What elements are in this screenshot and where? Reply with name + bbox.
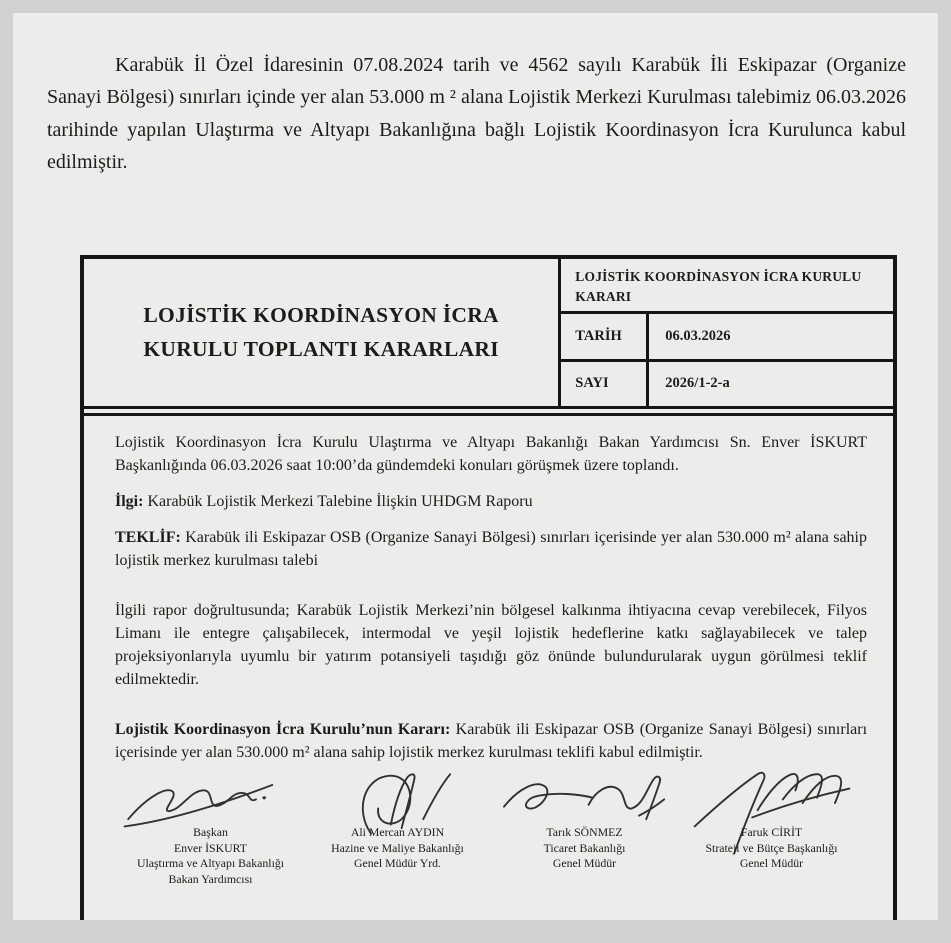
signer-name: Ali Mercan AYDIN	[350, 825, 445, 840]
signature-text	[304, 825, 491, 872]
signer-org: Ticaret Bakanlığı	[543, 840, 626, 855]
table-header-row	[84, 259, 893, 409]
signature-block-iskurt	[117, 767, 304, 887]
signer-title: Genel Müdür Yrd.	[353, 856, 442, 871]
signer-title: Genel Müdür	[739, 856, 804, 871]
signer-org: Hazine ve Maliye Bakanlığı	[331, 840, 464, 855]
teklif-label: TEKLİF:	[115, 529, 181, 547]
signer-org: Strateji ve Bütçe Başkanlığı	[705, 840, 838, 855]
document-page	[13, 13, 938, 920]
table-title: LOJİSTİK KOORDİNASYON İCRA KURULU TOPLANTI KARARLARI	[84, 259, 561, 406]
meta-label-sayi: SAYI	[561, 362, 649, 407]
ilgi-text: Karabük Lojistik Merkezi Talebine İlişkin UHDGM Raporu	[147, 493, 533, 511]
signature-row	[115, 767, 867, 887]
intro-paragraph: Karabük İl Özel İdaresinin 07.08.2024 tarih ve 4562 sayılı Karabük İli Eskipazar (Organize Sanayi Bölgesi) sınırları içinde yer alan 53.000 m ² alana Lojistik Merkezi Kurulması talebimiz 06.03.2026 tarihinde yapılan Ulaştırma ve Altyapı Bakanlığına bağlı Lojistik Koordinasyon İcra Kurulunca kabul edilmiştir.	[47, 54, 906, 174]
ilgi-label: İlgi:	[115, 493, 144, 511]
karar-label: Lojistik Koordinasyon İcra Kurulu’nun Kararı:	[115, 721, 451, 739]
signer-title: Genel Müdür	[552, 856, 617, 871]
signature-text	[117, 825, 304, 887]
teklif-paragraph	[115, 526, 867, 572]
signer-org: Ulaştırma ve Altyapı Bakanlığı	[136, 856, 285, 871]
ilgi-paragraph	[115, 490, 867, 513]
meta-label-tarih: TARİH	[561, 314, 649, 359]
signer-name: Faruk CİRİT	[740, 825, 803, 840]
meta-value-tarih: 06.03.2026	[665, 327, 731, 344]
decision-table	[80, 255, 897, 920]
signer-name: Tarık SÖNMEZ	[546, 825, 623, 840]
meta-row-tarih	[561, 314, 893, 359]
signer-title: Bakan Yardımcısı	[168, 872, 253, 887]
signature-block-aydin	[304, 767, 491, 887]
signature-text	[678, 825, 865, 872]
meta-title: LOJİSTİK KOORDİNASYON İCRA KURULU KARARI	[561, 259, 893, 314]
karar-paragraph	[115, 718, 867, 764]
teklif-text: Karabük ili Eskipazar OSB (Organize Sanayi Bölgesi) sınırları içerisinde yer alan 530.000 m² alana sahip lojistik merkez kurulması talebi	[115, 529, 867, 570]
table-meta-block	[561, 259, 893, 406]
signer-name: Enver İSKURT	[173, 840, 247, 855]
meta-value-sayi: 2026/1-2-a	[665, 375, 730, 392]
signer-role: Başkan	[193, 825, 228, 840]
opening-paragraph: Lojistik Koordinasyon İcra Kurulu Ulaştırma ve Altyapı Bakanlığı Bakan Yardımcısı Sn. Enver İSKURT Başkanlığında 06.03.2026 saat 10:00’da gündemdeki konuları görüşmek üzere toplandı.	[115, 434, 867, 475]
signature-text	[491, 825, 678, 872]
karar-text: Karabük ili Eskipazar OSB (Organize Sanayi Bölgesi) sınırları içerisinde yer alan 530.000 m² alana sahip lojistik merkez kurulması teklifi kabul edilmiştir.	[115, 721, 868, 762]
signature-block-sonmez	[491, 767, 678, 887]
assessment-paragraph: İlgili rapor doğrultusunda; Karabük Lojistik Merkezi’nin bölgesel kalkınma ihtiyacına cevap verebilecek, Filyos Limanı ile entegre çalışabilecek, intermodal ve yeşil lojistik hedeflerine katkı sağlayabilecek ve talep projeksiyonlarıyla uyumlu bir yatırım potansiyeli taşıdığı göz önünde bulundurularak uygun görülmesi teklif edilmektedir.	[115, 602, 867, 689]
signature-block-cirit	[678, 767, 865, 887]
table-body-section	[84, 413, 893, 920]
meta-row-sayi	[561, 359, 893, 407]
